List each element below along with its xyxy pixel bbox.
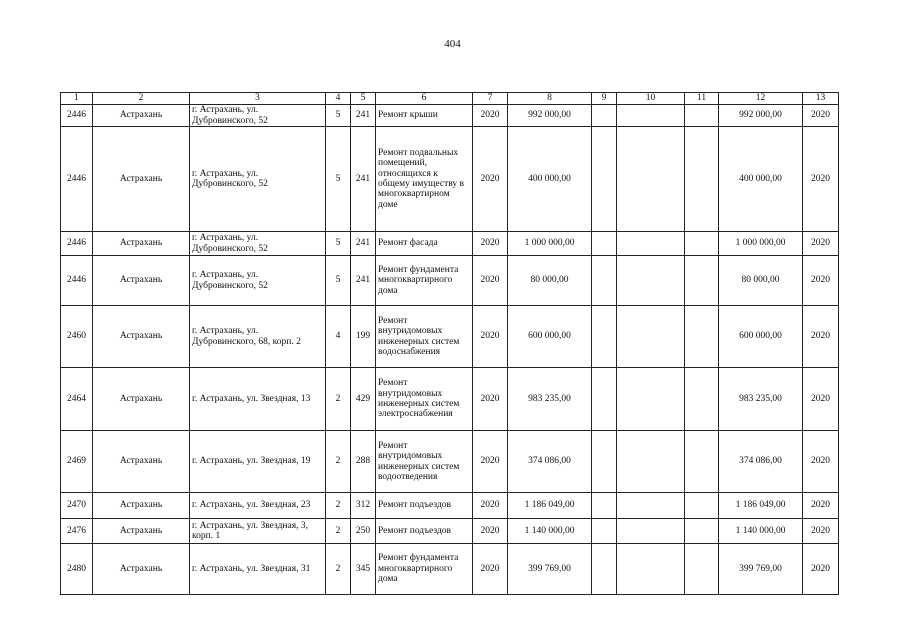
cell-work-type: Ремонт подвальных помещений, относящихся к общему имуществу в многоквартирном доме: [376, 127, 473, 232]
cell-address: г. Астрахань, ул. Дубровинского, 52: [190, 127, 326, 232]
cell-total: 1 140 000,00: [719, 519, 803, 544]
cell-address: г. Астрахань, ул. Звездная, 13: [190, 368, 326, 431]
table-row: [61, 493, 839, 519]
cell-col4: 4: [326, 306, 351, 368]
cell-col4: 5: [326, 127, 351, 232]
cell-total: 983 235,00: [719, 368, 803, 431]
cell-col10: [617, 493, 685, 519]
cell-city: Астрахань: [93, 256, 190, 306]
page-number: 404: [444, 38, 461, 50]
cell-col11: [685, 306, 719, 368]
cell-number: 2446: [61, 232, 93, 256]
cell-col4: 5: [326, 232, 351, 256]
cell-col4: 2: [326, 368, 351, 431]
cell-col11: [685, 431, 719, 493]
cell-col9: [592, 306, 617, 368]
cell-year-end: 2020: [803, 431, 839, 493]
cell-city: Астрахань: [93, 519, 190, 544]
cell-number: 2446: [61, 127, 93, 232]
column-header: 5: [351, 93, 376, 105]
cell-city: Астрахань: [93, 232, 190, 256]
cell-col9: [592, 519, 617, 544]
cell-number: 2446: [61, 256, 93, 306]
cell-col9: [592, 232, 617, 256]
cell-city: Астрахань: [93, 306, 190, 368]
cell-work-type: Ремонт внутридомовых инженерных систем электроснабжения: [376, 368, 473, 431]
cell-col11: [685, 256, 719, 306]
cell-col5: 288: [351, 431, 376, 493]
cell-total: 400 000,00: [719, 127, 803, 232]
cell-col10: [617, 431, 685, 493]
table-row: [61, 519, 839, 544]
cell-total: 1 000 000,00: [719, 232, 803, 256]
cell-city: Астрахань: [93, 105, 190, 127]
cell-col11: [685, 519, 719, 544]
cell-cost: 399 769,00: [508, 544, 592, 595]
table-row: [61, 368, 839, 431]
cell-year-end: 2020: [803, 519, 839, 544]
column-header: 6: [376, 93, 473, 105]
cell-col5: 241: [351, 232, 376, 256]
cell-work-type: Ремонт фундамента многоквартирного дома: [376, 256, 473, 306]
cell-number: 2460: [61, 306, 93, 368]
cell-col11: [685, 544, 719, 595]
cell-col4: 5: [326, 105, 351, 127]
cell-col10: [617, 256, 685, 306]
cell-year-end: 2020: [803, 544, 839, 595]
cell-col10: [617, 232, 685, 256]
cell-year: 2020: [473, 306, 508, 368]
cell-col9: [592, 431, 617, 493]
cell-year-end: 2020: [803, 306, 839, 368]
table-row: [61, 431, 839, 493]
table-row: [61, 105, 839, 127]
cell-cost: 983 235,00: [508, 368, 592, 431]
cell-number: 2470: [61, 493, 93, 519]
cell-address: г. Астрахань, ул. Звездная, 3, корп. 1: [190, 519, 326, 544]
cell-cost: 600 000,00: [508, 306, 592, 368]
cell-total: 374 086,00: [719, 431, 803, 493]
cell-work-type: Ремонт подъездов: [376, 519, 473, 544]
cell-year-end: 2020: [803, 368, 839, 431]
cell-col10: [617, 368, 685, 431]
cell-col5: 429: [351, 368, 376, 431]
cell-year: 2020: [473, 519, 508, 544]
cell-total: 600 000,00: [719, 306, 803, 368]
table-body: [61, 105, 839, 595]
cell-address: г. Астрахань, ул. Звездная, 23: [190, 493, 326, 519]
cell-col5: 241: [351, 127, 376, 232]
cell-address: г. Астрахань, ул. Звездная, 31: [190, 544, 326, 595]
cell-city: Астрахань: [93, 431, 190, 493]
cell-address: г. Астрахань, ул. Дубровинского, 68, корп. 2: [190, 306, 326, 368]
cell-work-type: Ремонт крыши: [376, 105, 473, 127]
cell-number: 2476: [61, 519, 93, 544]
column-header: 12: [719, 93, 803, 105]
cell-work-type: Ремонт фундамента многоквартирного дома: [376, 544, 473, 595]
cell-year-end: 2020: [803, 105, 839, 127]
cell-col4: 2: [326, 431, 351, 493]
cell-cost: 1 186 049,00: [508, 493, 592, 519]
cell-total: 80 000,00: [719, 256, 803, 306]
column-header: 3: [190, 93, 326, 105]
cell-col11: [685, 493, 719, 519]
column-header: 2: [93, 93, 190, 105]
cell-col5: 345: [351, 544, 376, 595]
cell-work-type: Ремонт внутридомовых инженерных систем водоснабжения: [376, 306, 473, 368]
cell-year: 2020: [473, 256, 508, 306]
cell-col11: [685, 105, 719, 127]
cell-year-end: 2020: [803, 493, 839, 519]
cell-address: г. Астрахань, ул. Дубровинского, 52: [190, 256, 326, 306]
cell-year-end: 2020: [803, 232, 839, 256]
cell-col9: [592, 105, 617, 127]
cell-number: 2480: [61, 544, 93, 595]
cell-col10: [617, 519, 685, 544]
cell-number: 2469: [61, 431, 93, 493]
table-row: [61, 256, 839, 306]
column-header: 8: [508, 93, 592, 105]
cell-col5: 199: [351, 306, 376, 368]
column-header: 9: [592, 93, 617, 105]
cell-year: 2020: [473, 431, 508, 493]
cell-total: 1 186 049,00: [719, 493, 803, 519]
cell-number: 2446: [61, 105, 93, 127]
cell-city: Астрахань: [93, 544, 190, 595]
cell-col4: 5: [326, 256, 351, 306]
column-header: 13: [803, 93, 839, 105]
cell-work-type: Ремонт подъездов: [376, 493, 473, 519]
cell-year: 2020: [473, 544, 508, 595]
cell-col9: [592, 493, 617, 519]
cell-year-end: 2020: [803, 127, 839, 232]
cell-year: 2020: [473, 493, 508, 519]
cell-col5: 241: [351, 105, 376, 127]
cell-cost: 400 000,00: [508, 127, 592, 232]
cell-cost: 374 086,00: [508, 431, 592, 493]
cell-total: 399 769,00: [719, 544, 803, 595]
cell-cost: 992 000,00: [508, 105, 592, 127]
cell-col11: [685, 232, 719, 256]
cell-work-type: Ремонт внутридомовых инженерных систем водоотведения: [376, 431, 473, 493]
cell-city: Астрахань: [93, 127, 190, 232]
table-row: [61, 544, 839, 595]
cell-cost: 80 000,00: [508, 256, 592, 306]
cell-col11: [685, 368, 719, 431]
cell-col5: 312: [351, 493, 376, 519]
cell-address: г. Астрахань, ул. Дубровинского, 52: [190, 232, 326, 256]
cell-col9: [592, 256, 617, 306]
cell-cost: 1 000 000,00: [508, 232, 592, 256]
column-header: 7: [473, 93, 508, 105]
cell-col4: 2: [326, 519, 351, 544]
cell-year: 2020: [473, 368, 508, 431]
header-row: [61, 93, 839, 105]
cell-city: Астрахань: [93, 493, 190, 519]
cell-col5: 241: [351, 256, 376, 306]
data-table: [60, 92, 839, 595]
cell-address: г. Астрахань, ул. Звездная, 19: [190, 431, 326, 493]
cell-col4: 2: [326, 544, 351, 595]
cell-col9: [592, 544, 617, 595]
cell-col9: [592, 368, 617, 431]
cell-cost: 1 140 000,00: [508, 519, 592, 544]
cell-city: Астрахань: [93, 368, 190, 431]
table-row: [61, 232, 839, 256]
table-row: [61, 306, 839, 368]
cell-year: 2020: [473, 105, 508, 127]
cell-col11: [685, 127, 719, 232]
cell-address: г. Астрахань, ул. Дубровинского, 52: [190, 105, 326, 127]
table-row: [61, 127, 839, 232]
column-header: 11: [685, 93, 719, 105]
cell-col10: [617, 127, 685, 232]
cell-work-type: Ремонт фасада: [376, 232, 473, 256]
cell-col9: [592, 127, 617, 232]
column-header: 1: [61, 93, 93, 105]
cell-total: 992 000,00: [719, 105, 803, 127]
cell-year: 2020: [473, 127, 508, 232]
column-header: 4: [326, 93, 351, 105]
cell-col4: 2: [326, 493, 351, 519]
cell-col10: [617, 306, 685, 368]
column-header: 10: [617, 93, 685, 105]
cell-col10: [617, 105, 685, 127]
cell-col5: 250: [351, 519, 376, 544]
cell-number: 2464: [61, 368, 93, 431]
cell-year: 2020: [473, 232, 508, 256]
cell-col10: [617, 544, 685, 595]
cell-year-end: 2020: [803, 256, 839, 306]
